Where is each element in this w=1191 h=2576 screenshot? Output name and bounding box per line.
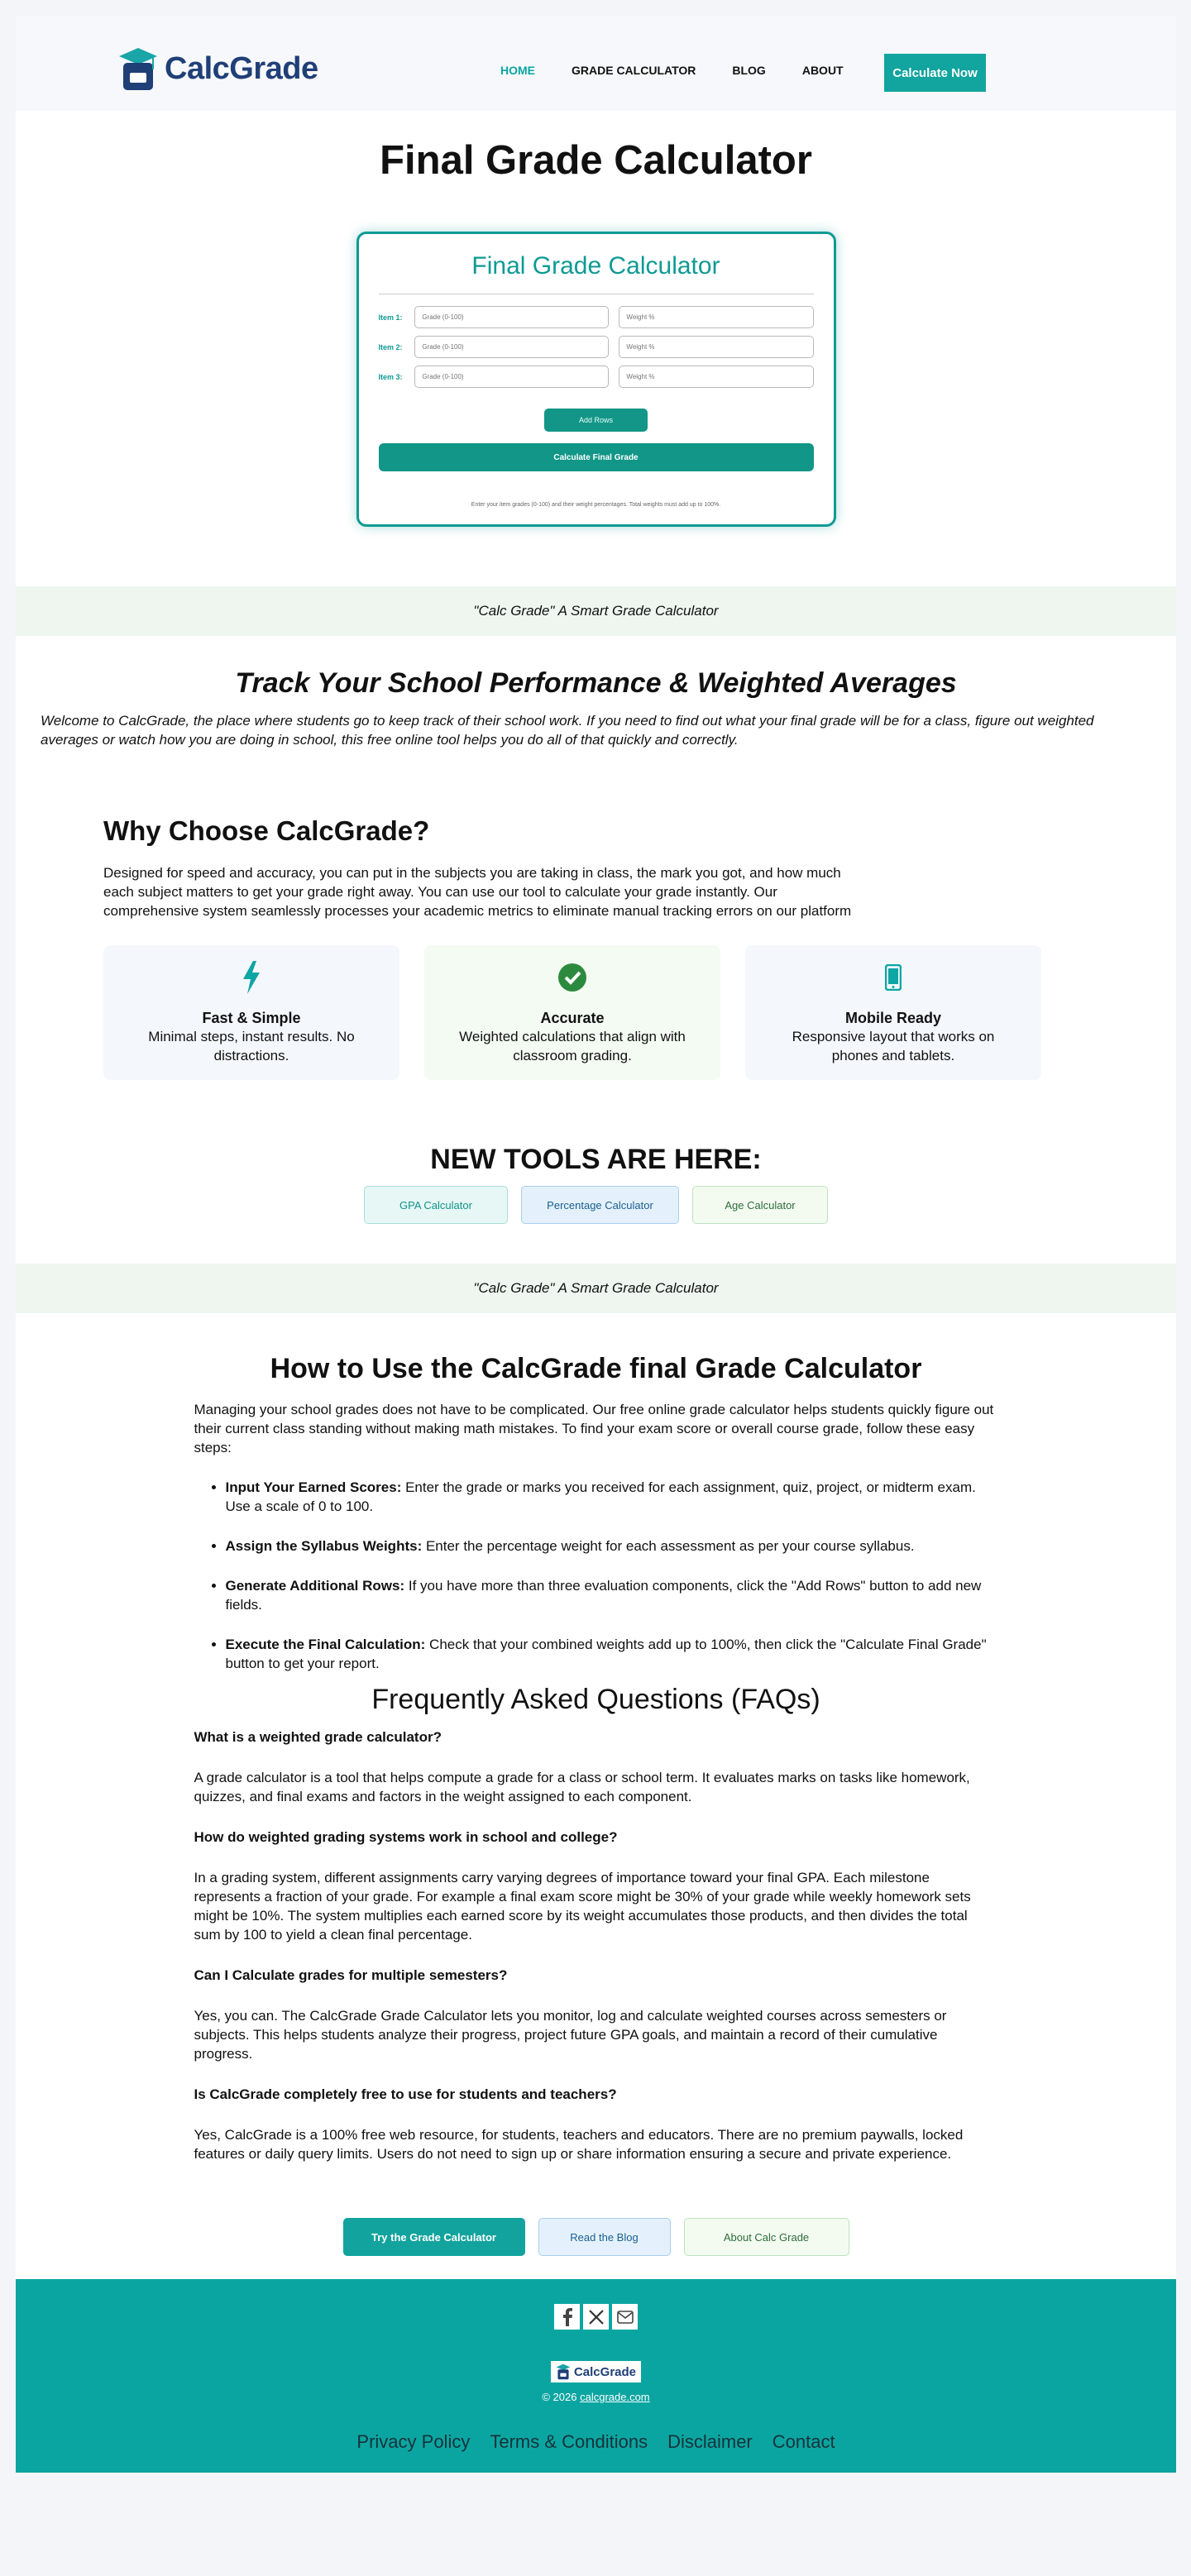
track-heading: Track Your School Performance & Weighted Averages	[235, 667, 957, 699]
item-label: Item 2:	[378, 342, 403, 351]
social-links	[16, 2304, 1176, 2330]
site-header	[16, 16, 1176, 111]
step-title: Assign the Syllabus Weights:	[225, 1538, 423, 1554]
calculate-now-button[interactable]: Calculate Now	[884, 54, 986, 92]
step-text: Enter the percentage weight for each assessment as per your course syllabus.	[422, 1538, 915, 1554]
percentage-calculator-button[interactable]: Percentage Calculator	[521, 1186, 679, 1224]
faq-answer: A grade calculator is a tool that helps compute a grade for a class or school term. It evaluates marks on tasks like homework, quizzes, and final exams and factors in the weight assigned to each component.	[194, 1770, 970, 1804]
welcome-text: Welcome to CalcGrade, the place where students go to keep track of their school work. If you need to find out what your final grade will be for a class, figure out weighted averages or watch how you are doing in school, this free online tool helps you do all of that quickly and correctly.	[41, 713, 1094, 748]
tagline-text: "Calc Grade" A Smart Grade Calculator	[473, 1280, 719, 1296]
terms-link[interactable]: Terms & Conditions	[490, 2431, 648, 2452]
bottom-buttons	[16, 2218, 1176, 2256]
facebook-icon[interactable]	[554, 2304, 580, 2330]
faq-list	[194, 1728, 998, 2163]
lightning-icon	[103, 960, 399, 995]
item-row	[379, 366, 814, 388]
page-title: Final Grade Calculator	[380, 138, 812, 183]
tagline-band	[16, 1264, 1176, 1313]
grade-input[interactable]	[414, 366, 609, 388]
step-item	[226, 1576, 998, 1614]
steps-list	[226, 1478, 998, 1673]
feature-title: Accurate	[540, 1010, 605, 1026]
feature-title: Mobile Ready	[844, 1010, 942, 1026]
faq-question: How do weighted grading systems work in school and college?	[194, 1829, 618, 1845]
item-label: Item 3:	[378, 372, 403, 381]
disclaimer-link[interactable]: Disclaimer	[667, 2431, 753, 2452]
feature-card-mobile	[745, 945, 1041, 1080]
feature-text: Minimal steps, instant results. No distractions.	[148, 1029, 355, 1063]
main-nav	[500, 64, 880, 77]
item-row	[379, 336, 814, 358]
graduation-cap-icon	[118, 46, 158, 92]
step-item	[226, 1537, 998, 1556]
grade-input[interactable]	[414, 306, 609, 328]
site-footer	[16, 2279, 1176, 2473]
faq-answer: Yes, CalcGrade is a 100% free web resource, for students, teachers and educators. There are no premium paywalls, locked features or daily query limits. Users do not need to sign up or share information ensuring a secure and private experience.	[194, 2127, 964, 2162]
calculator-card	[356, 232, 836, 527]
read-blog-button[interactable]: Read the Blog	[538, 2218, 671, 2256]
site-link[interactable]: calcgrade.com	[580, 2391, 650, 2403]
age-calculator-button[interactable]: Age Calculator	[692, 1186, 828, 1224]
faq-answer: In a grading system, different assignments carry varying degrees of importance toward your final GPA. Each milestone represents a fraction of your grade. For example a final exam score might be 30% of your grade while weekly homework sets might be 10%. The system multiplies each earned score by its weight accumulates those products, and then divides the total sum by 100 to yield a clean final percentage.	[194, 1870, 971, 1943]
item-label: Item 1:	[378, 313, 403, 322]
calculator-hint: Enter your item grades (0-100) and their weight percentages. Total weights must add up to 100%.	[471, 502, 721, 508]
logo-text: CalcGrade	[165, 51, 318, 86]
feature-card-fast	[103, 945, 399, 1080]
step-text: Enter the grade or marks you received for each assignment, quiz, project, or midterm exam. Use a scale of 0 to 100.	[225, 1479, 976, 1514]
weight-input[interactable]	[619, 336, 813, 358]
weight-input[interactable]	[619, 366, 813, 388]
feature-text: Weighted calculations that align with classroom grading.	[459, 1029, 686, 1063]
step-item	[226, 1478, 998, 1516]
how-to-section	[194, 1353, 998, 2163]
footer-links	[16, 2431, 1176, 2453]
faq-question: Is CalcGrade completely free to use for students and teachers?	[194, 2086, 617, 2102]
tools-heading: NEW TOOLS ARE HERE:	[430, 1144, 762, 1175]
why-heading: Why Choose CalcGrade?	[103, 815, 430, 846]
step-item	[226, 1635, 998, 1673]
step-text: If you have more than three evaluation components, click the "Add Rows" button to add new fields.	[225, 1578, 982, 1613]
faq-answer: Yes, you can. The CalcGrade Grade Calculator lets you monitor, log and calculate weighted courses across semesters or subjects. This helps students analyze their progress, project future GPA goals, and maintain a record of their cumulative progress.	[194, 2008, 947, 2062]
how-to-intro: Managing your school grades does not have to be complicated. Our free online grade calculator helps students quickly figure out their current class standing without making math mistakes. To find your exam score or overall course grade, follow these easy steps:	[194, 1402, 994, 1455]
nav-grade-calculator[interactable]: GRADE CALCULATOR	[572, 64, 696, 77]
weight-input[interactable]	[619, 306, 813, 328]
footer-logo[interactable]	[551, 2361, 641, 2382]
copyright	[16, 2391, 1176, 2403]
feature-cards	[103, 945, 1176, 1080]
site-logo[interactable]	[118, 46, 318, 92]
step-title: Execute the Final Calculation:	[225, 1637, 426, 1652]
why-text: Designed for speed and accuracy, you can put in the subjects you are taking in class, the mark you got, and how much each subject matters to get your grade right away. You can use our tool to calculate your grade instantly. Our comprehensive system seamlessly processes your academic metrics to eliminate manual tracking errors on our platform	[103, 865, 852, 919]
faq-question: Can I Calculate grades for multiple semesters?	[194, 1967, 508, 1983]
gpa-calculator-button[interactable]: GPA Calculator	[364, 1186, 508, 1224]
feature-card-accurate	[424, 945, 720, 1080]
tool-buttons	[16, 1186, 1176, 1224]
contact-link[interactable]: Contact	[772, 2431, 835, 2452]
calculator-title: Final Grade Calculator	[379, 252, 814, 294]
page	[16, 16, 1176, 2473]
step-text: Check that your combined weights add up to 100%, then click the "Calculate Final Grade" button to get your report.	[225, 1637, 987, 1671]
step-title: Generate Additional Rows:	[225, 1578, 405, 1594]
mail-icon[interactable]	[612, 2304, 638, 2330]
nav-about[interactable]: ABOUT	[801, 64, 844, 77]
x-icon[interactable]	[583, 2304, 609, 2330]
tagline-text: "Calc Grade" A Smart Grade Calculator	[473, 603, 719, 619]
how-to-heading: How to Use the CalcGrade final Grade Calculator	[270, 1353, 922, 1384]
feature-text: Responsive layout that works on phones and tablets.	[792, 1029, 995, 1063]
calculate-final-grade-button[interactable]: Calculate Final Grade	[379, 443, 814, 471]
mobile-icon	[745, 960, 1041, 995]
tagline-band	[16, 586, 1176, 636]
step-title: Input Your Earned Scores:	[225, 1479, 402, 1495]
footer-logo-text: CalcGrade	[573, 2364, 637, 2379]
check-circle-icon	[424, 960, 720, 995]
faq-heading: Frequently Asked Questions (FAQs)	[371, 1684, 820, 1715]
nav-blog[interactable]: BLOG	[732, 64, 766, 77]
grade-input[interactable]	[414, 336, 609, 358]
add-rows-button[interactable]: Add Rows	[544, 409, 648, 432]
item-row	[379, 306, 814, 328]
faq-question: What is a weighted grade calculator?	[194, 1729, 442, 1745]
copyright-text: © 2026	[542, 2391, 577, 2403]
try-calculator-button[interactable]: Try the Grade Calculator	[343, 2218, 525, 2256]
nav-home[interactable]: HOME	[500, 64, 535, 77]
about-calc-grade-button[interactable]: About Calc Grade	[684, 2218, 849, 2256]
graduation-cap-icon	[556, 2363, 571, 2380]
privacy-policy-link[interactable]: Privacy Policy	[356, 2431, 471, 2452]
feature-title: Fast & Simple	[202, 1010, 301, 1026]
